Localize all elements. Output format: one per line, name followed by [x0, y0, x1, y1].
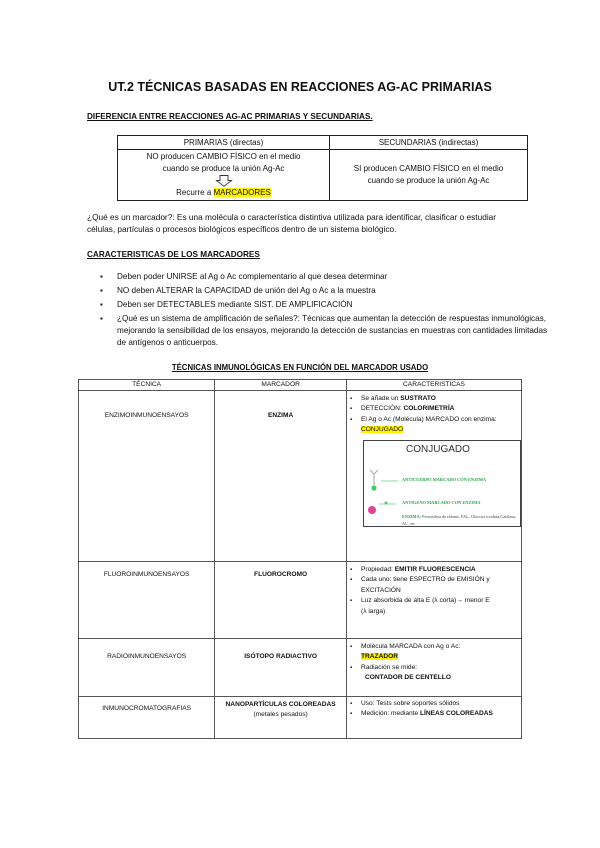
diagram-enzyme-note: ENZIMA: Peroxidasa de rábano, FAL, Glucosa oxidasa,Catalasa, AC, etc — [402, 513, 517, 526]
secundarias-header: SECUNDARIAS (indirectas) — [330, 136, 528, 150]
diagram-label-antibody: ANTICUERPO MARCADO CON ENZIMA — [402, 476, 487, 482]
row2-item: ▪ Propiedad: EMITIR FLUORESCENCIA — [347, 565, 491, 575]
row4-item: ▪ Medición: mediante LÍNEAS COLOREADAS — [347, 709, 521, 719]
primarias-line2: cuando se produce la unión Ag-Ac — [162, 164, 285, 173]
diagram-title: CONJUGADO — [406, 443, 470, 455]
row2-tecnica: FLUOROINMUNOENSAYOS — [79, 562, 215, 639]
row4-item: ▪ Uso: Tests sobre soportes sólidos — [347, 699, 521, 709]
secundarias-cell — [330, 150, 528, 201]
row1-caracteristicas — [347, 391, 522, 562]
list-item: ▪ Deben poder UNIRSE al Ag o Ac complementario al que desea determinar — [87, 271, 557, 283]
recurre-text: Recurre a — [176, 188, 212, 197]
diagram-label-antigen: ANTIGENO MARCADO CON ENZIMA — [402, 499, 481, 505]
row1-tecnica: ENZIMOINMUNOENSAYOS — [79, 391, 215, 562]
table-row — [79, 697, 522, 739]
primarias-cell — [118, 150, 330, 201]
marcadores-highlight: MARCADORES — [213, 188, 271, 197]
row2-marcador: FLUOROCROMO — [215, 562, 347, 639]
row2-caracteristicas — [347, 562, 522, 639]
tech-header-marcador: MARCADOR — [215, 380, 347, 391]
row2-item: ▪ Cada uno: tiene ESPECTRO de EMISIÓN y EXCITACIÓN — [347, 575, 491, 596]
list-item: ▪ ¿Qué es un sistema de amplificación de señales?: Técnicas que aumentan la detección de respuestas inmunológicas, mejorando la sensibilidad de los ensayos, mejorando la detección de sustancias en muestras con cantidades limitadas de antígenos o anticuerpos. — [87, 313, 557, 349]
row2-item: ▪ Luz absorbida de alta E (λ corta)→ menor E (λ larga) — [347, 596, 491, 617]
table-row — [79, 562, 522, 639]
secundarias-line2: cuando se produce la unión Ag-Ac — [367, 176, 490, 185]
row1-item: ▪ DETECCIÓN: COLORIMETRÍA — [347, 404, 521, 414]
table-row — [79, 391, 522, 562]
tech-header-tecnica: TÉCNICA — [79, 380, 215, 391]
tech-heading: TÉCNICAS INMUNOLÓGICAS EN FUNCIÓN DEL MARCADOR USADO — [171, 363, 429, 372]
characteristics-heading: CARACTERISTICAS DE LOS MARCADORES — [87, 250, 260, 259]
marker-definition: ¿Qué es un marcador?: Es una molécula o característica distintiva utilizada para identificar, clasificar o estudiar células, partículas o procesos biológicos específicos dentro de un sistema biológico. — [87, 212, 497, 234]
row3-tecnica: RADIOINMUNOENSAYOS — [79, 639, 215, 697]
row3-item: ▪ Radiación se mide: CONTADOR DE CENTELLO — [347, 663, 521, 684]
primarias-header: PRIMARIAS (directas) — [118, 136, 330, 150]
row3-marcador: ISÓTOPO RADIACTIVO — [215, 639, 347, 697]
comparison-table — [117, 135, 528, 201]
primarias-line1: NO producen CAMBIO FÍSICO en el medio — [146, 152, 301, 161]
row1-marcador: ENZIMA — [215, 391, 347, 562]
down-arrow-icon — [122, 175, 325, 187]
table-row — [79, 639, 522, 697]
row4-marcador: NANOPARTÍCULAS COLOREADAS (metales pesados) — [215, 697, 347, 739]
tech-header-caracteristicas: CARACTERISTICAS — [347, 380, 522, 391]
secundarias-line1: SI producen CAMBIO FÍSICO en el medio — [353, 164, 504, 173]
list-item: ▪ NO deben ALTERAR la CAPACIDAD de unión del Ag o Ac a la muestra — [87, 285, 557, 297]
row4-caracteristicas — [347, 697, 522, 739]
list-item: ▪ Deben ser DETECTABLES mediante SIST. DE AMPLIFICACIÓN — [87, 299, 557, 311]
row1-item: ▪ Se añade un SUSTRATO — [347, 394, 521, 404]
page-title: UT.2 TÉCNICAS BASADAS EN REACCIONES AG-AC PRIMARIAS — [108, 80, 492, 94]
characteristics-list — [87, 271, 557, 351]
row3-caracteristicas — [347, 639, 522, 697]
row4-tecnica: INMUNOCROMATOGRAFIAS — [79, 697, 215, 739]
conjugado-diagram — [363, 440, 521, 527]
row3-item: ▪ Molécula MARCADA con Ag o Ac: TRAZADOR — [347, 642, 521, 663]
diff-heading: DIFERENCIA ENTRE REACCIONES AG-AC PRIMARIAS Y SECUNDARIAS. — [87, 112, 373, 121]
row1-item: ▪ El Ag o Ac (Molécula) MARCADO con enzima: CONJUGADO — [347, 415, 521, 436]
techniques-table — [78, 379, 522, 739]
